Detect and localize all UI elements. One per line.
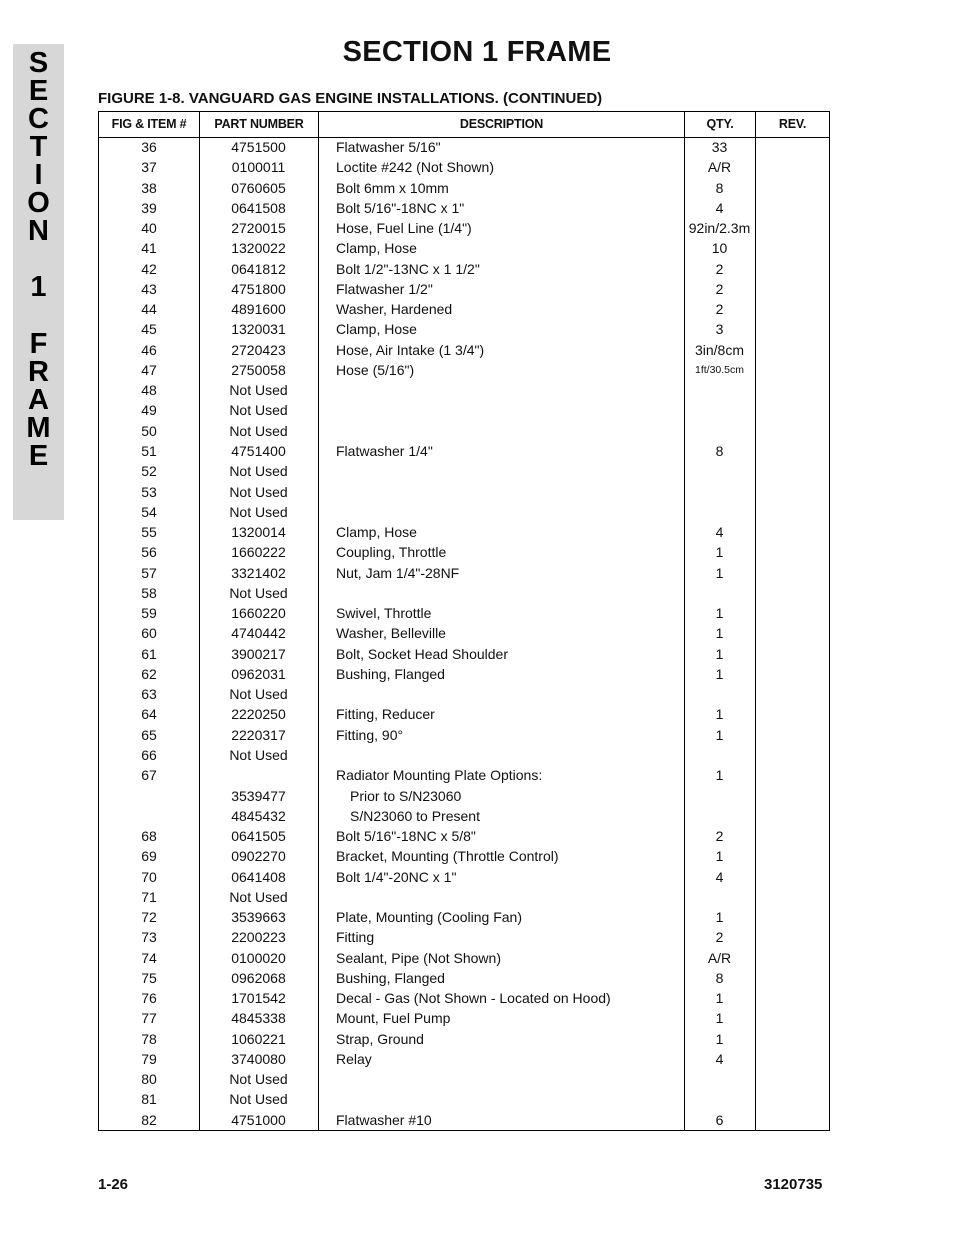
side-tab-letter: N bbox=[28, 215, 49, 247]
table-row bbox=[99, 482, 829, 502]
side-tab-letter: M bbox=[26, 412, 51, 444]
description-cell: Loctite #242 (Not Shown) bbox=[336, 159, 494, 176]
table-row bbox=[99, 400, 829, 420]
qty-cell: 2 bbox=[715, 260, 724, 277]
side-tab-letter: F bbox=[29, 328, 48, 360]
part-number-cell: 1320022 bbox=[231, 240, 286, 257]
table-row bbox=[99, 988, 829, 1008]
description-cell: Washer, Belleville bbox=[336, 625, 446, 642]
table-row bbox=[99, 522, 829, 542]
part-number-cell: 2220317 bbox=[231, 726, 286, 743]
description-cell: Bolt, Socket Head Shoulder bbox=[336, 645, 508, 662]
table-row bbox=[99, 765, 829, 785]
part-number-cell: 0641508 bbox=[231, 199, 286, 216]
qty-cell: 1 bbox=[715, 625, 724, 642]
item-number-cell: 55 bbox=[141, 524, 157, 541]
part-number-cell: Not Used bbox=[229, 584, 288, 601]
item-number-cell: 46 bbox=[141, 341, 157, 358]
table-row bbox=[99, 319, 829, 339]
part-number-cell: Not Used bbox=[229, 503, 288, 520]
description-cell: Fitting, Reducer bbox=[336, 706, 435, 723]
item-number-cell: 43 bbox=[141, 280, 157, 297]
description-cell: Plate, Mounting (Cooling Fan) bbox=[336, 909, 522, 926]
description-cell: Hose (5/16") bbox=[336, 361, 415, 378]
part-number-cell: 1320031 bbox=[231, 321, 286, 338]
item-number-cell: 53 bbox=[141, 483, 157, 500]
item-number-cell: 63 bbox=[141, 686, 157, 703]
description-cell: Flatwasher #10 bbox=[336, 1111, 432, 1128]
qty-cell: 1 bbox=[715, 1010, 724, 1027]
part-number-cell: 2750058 bbox=[231, 361, 286, 378]
side-tab-letter: O bbox=[27, 187, 50, 219]
qty-cell: 8 bbox=[715, 179, 724, 196]
description-cell: Nut, Jam 1/4"-28NF bbox=[336, 564, 460, 581]
item-number-cell: 73 bbox=[141, 929, 157, 946]
description-cell: Clamp, Hose bbox=[336, 321, 417, 338]
part-number-cell: 2720423 bbox=[231, 341, 286, 358]
side-tab-letter: T bbox=[29, 131, 48, 163]
part-number-cell: Not Used bbox=[229, 483, 288, 500]
item-number-cell: 79 bbox=[141, 1050, 157, 1067]
part-number-cell: 4845338 bbox=[231, 1010, 286, 1027]
part-number-cell: Not Used bbox=[229, 402, 288, 419]
qty-cell: 8 bbox=[715, 969, 724, 986]
table-row bbox=[99, 684, 829, 704]
description-cell: Clamp, Hose bbox=[336, 240, 417, 257]
table-row bbox=[99, 1069, 829, 1089]
item-number-cell: 62 bbox=[141, 665, 157, 682]
description-cell: Flatwasher 1/4" bbox=[336, 442, 433, 459]
part-number-cell: 1060221 bbox=[231, 1030, 286, 1047]
part-number-cell: Not Used bbox=[229, 1091, 288, 1108]
description-cell: Bolt 5/16"-18NC x 1" bbox=[336, 199, 465, 216]
item-number-cell: 40 bbox=[141, 220, 157, 237]
table-body bbox=[99, 137, 829, 1130]
qty-cell: 1 bbox=[715, 848, 724, 865]
item-number-cell: 51 bbox=[141, 442, 157, 459]
qty-cell: 1 bbox=[715, 564, 724, 581]
table-row bbox=[99, 968, 829, 988]
item-number-cell: 60 bbox=[141, 625, 157, 642]
table-row bbox=[99, 279, 829, 299]
part-number-cell: 0100011 bbox=[231, 159, 286, 176]
qty-cell: 1 bbox=[715, 767, 724, 784]
item-number-cell: 71 bbox=[141, 888, 157, 905]
description-cell: Coupling, Throttle bbox=[336, 544, 447, 561]
qty-cell: 33 bbox=[711, 139, 728, 155]
item-number-cell: 50 bbox=[141, 422, 157, 439]
qty-cell: 1 bbox=[715, 1030, 724, 1047]
item-number-cell: 39 bbox=[141, 199, 157, 216]
item-number-cell: 54 bbox=[141, 503, 157, 520]
table-row bbox=[99, 826, 829, 846]
item-number-cell: 76 bbox=[141, 990, 157, 1007]
description-cell: Bushing, Flanged bbox=[336, 969, 445, 986]
item-number-cell: 42 bbox=[141, 260, 157, 277]
part-number-cell: Not Used bbox=[229, 686, 288, 703]
part-number-cell: 0641408 bbox=[231, 868, 286, 885]
part-number-cell: 4751800 bbox=[231, 280, 286, 297]
qty-cell: 2 bbox=[715, 828, 724, 845]
part-number-cell: 3539663 bbox=[231, 909, 286, 926]
qty-cell: 4 bbox=[715, 199, 724, 216]
table-row bbox=[99, 664, 829, 684]
table-row bbox=[99, 461, 829, 481]
part-number-cell: 4845432 bbox=[231, 807, 286, 824]
qty-cell: 3 bbox=[715, 321, 724, 338]
description-cell: Bolt 1/4"-20NC x 1" bbox=[336, 868, 457, 885]
item-number-cell: 41 bbox=[141, 240, 157, 257]
table-row bbox=[99, 1089, 829, 1109]
item-number-cell: 38 bbox=[141, 179, 157, 196]
item-number-cell: 64 bbox=[141, 706, 157, 723]
qty-cell: 1 bbox=[715, 706, 724, 723]
description-cell: Bolt 1/2"-13NC x 1 1/2" bbox=[336, 260, 480, 277]
table-row bbox=[99, 644, 829, 664]
part-number-cell: 0100020 bbox=[231, 949, 286, 966]
item-number-cell: 68 bbox=[141, 828, 157, 845]
table-row bbox=[99, 238, 829, 258]
table-row bbox=[99, 441, 829, 461]
part-number-cell: 3740080 bbox=[231, 1050, 286, 1067]
part-number-cell: 0641505 bbox=[231, 828, 286, 845]
qty-cell: 8 bbox=[715, 442, 724, 459]
table-row bbox=[99, 867, 829, 887]
part-number-cell: 4891600 bbox=[231, 301, 286, 318]
item-number-cell: 81 bbox=[141, 1091, 157, 1108]
part-number-cell: 1660220 bbox=[231, 605, 286, 622]
table-row bbox=[99, 948, 829, 968]
part-number-cell: 4751400 bbox=[231, 442, 286, 459]
header-description: DESCRIPTION bbox=[459, 117, 544, 131]
part-number-cell: 1320014 bbox=[231, 524, 286, 541]
qty-cell: 6 bbox=[715, 1111, 724, 1128]
part-number-cell: 4751000 bbox=[231, 1111, 286, 1128]
part-number-cell: Not Used bbox=[229, 888, 288, 905]
item-number-cell: 37 bbox=[141, 159, 157, 176]
side-tab-letter: S bbox=[28, 47, 49, 79]
side-tab-letter: E bbox=[28, 440, 49, 472]
table-row bbox=[99, 704, 829, 724]
description-cell: Bolt 5/16"-18NC x 5/8" bbox=[336, 828, 476, 845]
table-row bbox=[99, 421, 829, 441]
qty-cell: 1 bbox=[715, 544, 724, 561]
qty-cell: 1 bbox=[715, 990, 724, 1007]
table-row bbox=[99, 745, 829, 765]
part-number-cell: 2200223 bbox=[231, 929, 286, 946]
description-cell: Bracket, Mounting (Throttle Control) bbox=[336, 848, 559, 865]
description-cell: Bolt 6mm x 10mm bbox=[336, 179, 449, 196]
table-row bbox=[99, 360, 829, 380]
description-cell: Hose, Fuel Line (1/4") bbox=[336, 220, 472, 237]
table-row bbox=[99, 806, 829, 826]
qty-cell: 2 bbox=[715, 929, 724, 946]
description-cell: Strap, Ground bbox=[336, 1030, 424, 1047]
table-row bbox=[99, 603, 829, 623]
qty-cell: 4 bbox=[715, 524, 724, 541]
table-row bbox=[99, 542, 829, 562]
item-number-cell: 69 bbox=[141, 848, 157, 865]
item-number-cell: 65 bbox=[141, 726, 157, 743]
header-fig-item: FIG & ITEM # bbox=[111, 117, 187, 131]
table-row bbox=[99, 1029, 829, 1049]
item-number-cell: 67 bbox=[141, 767, 157, 784]
table-row bbox=[99, 137, 829, 157]
section-title: SECTION 1 FRAME bbox=[342, 36, 612, 68]
header-part-number: PART NUMBER bbox=[214, 117, 304, 131]
qty-cell: 1 bbox=[715, 726, 724, 743]
item-number-cell: 77 bbox=[141, 1010, 157, 1027]
item-number-cell: 61 bbox=[141, 645, 157, 662]
part-number-cell: 1701542 bbox=[231, 990, 286, 1007]
part-number-cell: 4751500 bbox=[231, 139, 286, 155]
qty-cell: 10 bbox=[711, 240, 728, 257]
table-row bbox=[99, 299, 829, 319]
table-row bbox=[99, 502, 829, 522]
description-cell: Swivel, Throttle bbox=[336, 605, 432, 622]
table-row bbox=[99, 1008, 829, 1028]
description-cell: Prior to S/N23060 bbox=[350, 787, 462, 804]
part-number-cell: 0641812 bbox=[231, 260, 286, 277]
part-number-cell: 3321402 bbox=[231, 564, 286, 581]
table-row bbox=[99, 887, 829, 907]
table-row bbox=[99, 198, 829, 218]
description-cell: Bushing, Flanged bbox=[336, 665, 445, 682]
qty-cell: 1 bbox=[715, 605, 724, 622]
description-cell: Sealant, Pipe (Not Shown) bbox=[336, 949, 501, 966]
figure-title: FIGURE 1-8. VANGUARD GAS ENGINE INSTALLATIONS. (CONTINUED) bbox=[98, 90, 603, 107]
qty-cell: 1 bbox=[715, 909, 724, 926]
item-number-cell: 72 bbox=[141, 909, 157, 926]
side-tab-letter: I bbox=[34, 159, 43, 191]
qty-cell: 1ft/30.5cm bbox=[694, 363, 745, 376]
qty-cell: 92in/2.3m bbox=[688, 220, 751, 237]
table-row bbox=[99, 178, 829, 198]
item-number-cell: 74 bbox=[141, 949, 157, 966]
part-number-cell: 0902270 bbox=[231, 848, 286, 865]
part-number-cell: Not Used bbox=[229, 422, 288, 439]
item-number-cell: 36 bbox=[141, 139, 157, 155]
item-number-cell: 58 bbox=[141, 584, 157, 601]
qty-cell: 4 bbox=[715, 1050, 724, 1067]
part-number-cell: 0760605 bbox=[231, 179, 286, 196]
item-number-cell: 49 bbox=[141, 402, 157, 419]
item-number-cell: 57 bbox=[141, 564, 157, 581]
item-number-cell: 80 bbox=[141, 1071, 157, 1088]
side-tab-letter: R bbox=[28, 356, 49, 388]
section-side-tab bbox=[13, 44, 64, 520]
side-tab-letter: A bbox=[28, 384, 49, 416]
item-number-cell: 66 bbox=[141, 746, 157, 763]
table-row bbox=[99, 157, 829, 177]
part-number-cell: 3539477 bbox=[231, 787, 286, 804]
item-number-cell: 48 bbox=[141, 382, 157, 399]
qty-cell: 1 bbox=[715, 665, 724, 682]
part-number-cell: 4740442 bbox=[231, 625, 286, 642]
part-number-cell: 1660222 bbox=[231, 544, 286, 561]
item-number-cell: 47 bbox=[141, 361, 157, 378]
table-row bbox=[99, 846, 829, 866]
qty-cell: 3in/8cm bbox=[694, 341, 745, 358]
table-row bbox=[99, 1049, 829, 1069]
table-row bbox=[99, 907, 829, 927]
item-number-cell: 70 bbox=[141, 868, 157, 885]
side-tab-letter: C bbox=[28, 103, 49, 135]
item-number-cell: 45 bbox=[141, 321, 157, 338]
description-cell: Flatwasher 5/16" bbox=[336, 139, 441, 155]
table-row bbox=[99, 583, 829, 603]
part-number-cell: Not Used bbox=[229, 746, 288, 763]
table-row bbox=[99, 259, 829, 279]
item-number-cell: 56 bbox=[141, 544, 157, 561]
page-number: 1-26 bbox=[98, 1176, 129, 1193]
description-cell: Mount, Fuel Pump bbox=[336, 1010, 451, 1027]
table-row bbox=[99, 218, 829, 238]
item-number-cell: 44 bbox=[141, 301, 157, 318]
table-row bbox=[99, 563, 829, 583]
header-qty: QTY. bbox=[706, 117, 734, 131]
part-number-cell: 0962068 bbox=[231, 969, 286, 986]
side-tab-letter: 1 bbox=[30, 271, 47, 303]
description-cell: Hose, Air Intake (1 3/4") bbox=[336, 341, 485, 358]
qty-cell: 2 bbox=[715, 280, 724, 297]
part-number-cell: Not Used bbox=[229, 463, 288, 480]
table-row bbox=[99, 380, 829, 400]
part-number-cell: Not Used bbox=[229, 382, 288, 399]
item-number-cell: 52 bbox=[141, 463, 157, 480]
part-number-cell: 0962031 bbox=[231, 665, 286, 682]
description-cell: Flatwasher 1/2" bbox=[336, 280, 433, 297]
description-cell: Relay bbox=[336, 1050, 372, 1067]
description-cell: Radiator Mounting Plate Options: bbox=[336, 767, 543, 784]
item-number-cell: 59 bbox=[141, 605, 157, 622]
side-tab-letter: E bbox=[28, 75, 49, 107]
table-row bbox=[99, 786, 829, 806]
item-number-cell: 75 bbox=[141, 969, 157, 986]
table-row bbox=[99, 725, 829, 745]
description-cell: Washer, Hardened bbox=[336, 301, 453, 318]
part-number-cell: Not Used bbox=[229, 1071, 288, 1088]
qty-cell: 4 bbox=[715, 868, 724, 885]
table-row bbox=[99, 340, 829, 360]
table-row bbox=[99, 1110, 829, 1130]
description-cell: Clamp, Hose bbox=[336, 524, 417, 541]
table-row bbox=[99, 623, 829, 643]
qty-cell: A/R bbox=[707, 949, 732, 966]
item-number-cell: 82 bbox=[141, 1111, 157, 1128]
part-number-cell: 3900217 bbox=[231, 645, 286, 662]
qty-cell: 2 bbox=[715, 301, 724, 318]
description-cell: Fitting bbox=[336, 929, 375, 946]
qty-cell: A/R bbox=[707, 159, 732, 176]
description-cell: Decal - Gas (Not Shown - Located on Hood) bbox=[336, 990, 611, 1007]
header-rev: REV. bbox=[778, 117, 807, 131]
part-number-cell: 2720015 bbox=[231, 220, 286, 237]
table-row bbox=[99, 927, 829, 947]
description-cell: S/N23060 to Present bbox=[350, 807, 480, 824]
part-number-cell: 2220250 bbox=[231, 706, 286, 723]
description-cell: Fitting, 90° bbox=[336, 726, 404, 743]
item-number-cell: 78 bbox=[141, 1030, 157, 1047]
parts-table bbox=[98, 111, 830, 1131]
document-number: 3120735 bbox=[764, 1176, 823, 1193]
qty-cell: 1 bbox=[715, 645, 724, 662]
